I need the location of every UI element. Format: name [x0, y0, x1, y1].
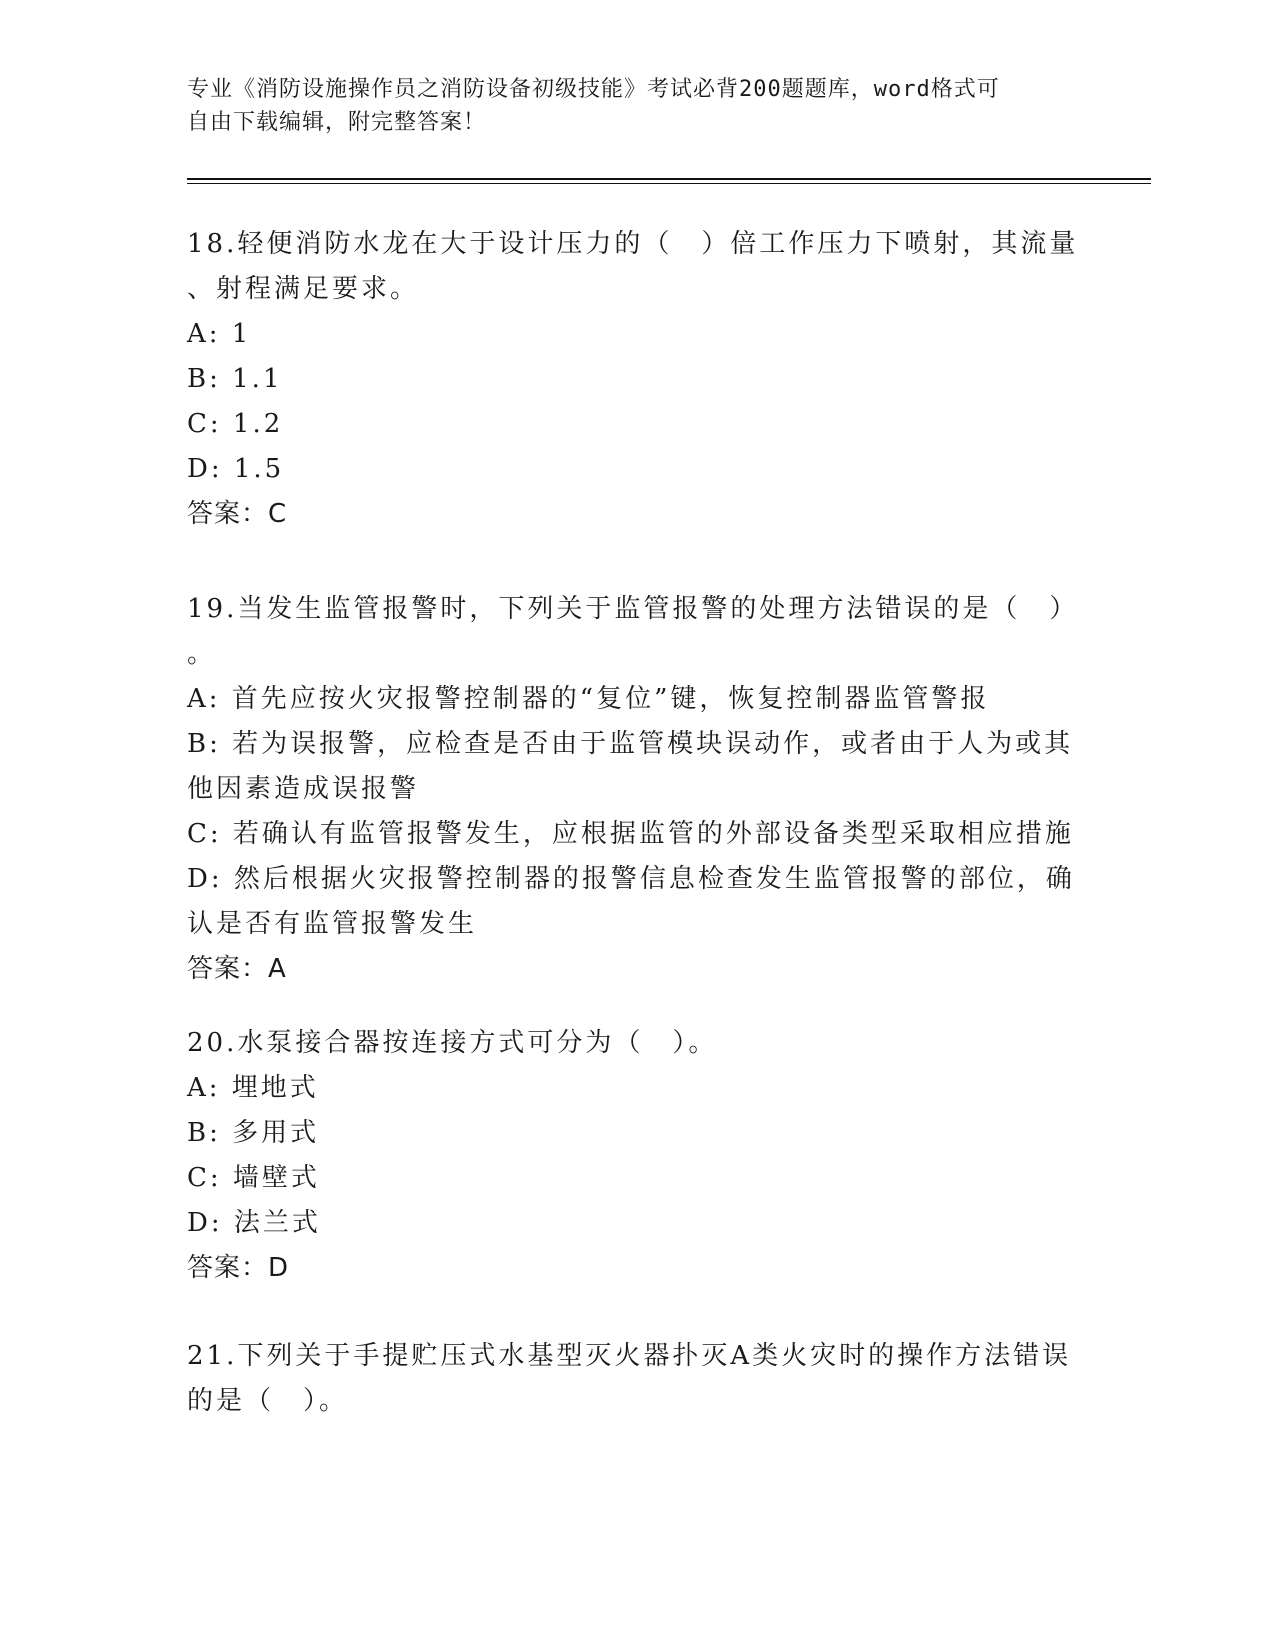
- stem-line: 19.当发生监管报警时，下列关于监管报警的处理方法错误的是（ ）: [187, 594, 1079, 624]
- stem-line: 21.下列关于手提贮压式水基型灭火器扑灭A类火灾时的操作方法错误: [187, 1341, 1072, 1371]
- stem-line: 。: [187, 639, 217, 669]
- answer: 答案：C: [187, 499, 288, 529]
- stem-line: 的是（ ）。: [187, 1386, 349, 1416]
- option-b: B: 多用式: [187, 1118, 320, 1148]
- option-line: B: 若为误报警，应检查是否由于监管模块误动作，或者由于人为或其: [187, 729, 1074, 759]
- question-stem: [187, 587, 1077, 677]
- option-line: 他因素造成误报警: [187, 774, 420, 804]
- answer: 答案：D: [187, 1253, 290, 1283]
- option-line: 认是否有监管报警发生: [187, 909, 478, 939]
- option-c: C: 1.2: [187, 409, 284, 439]
- option-a: A: 埋地式: [187, 1073, 319, 1103]
- header-rule-thick: [187, 178, 1151, 180]
- option-d: [187, 857, 1077, 947]
- stem-line: 、射程满足要求。: [187, 274, 420, 304]
- option-c: C: 墙壁式: [187, 1163, 320, 1193]
- header-line-1: 专业《消防设施操作员之消防设备初级技能》考试必背200题题库，word格式可: [187, 77, 1000, 102]
- document-header: [187, 73, 1067, 139]
- stem-line: 18.轻便消防水龙在大于设计压力的（ ）倍工作压力下喷射，其流量: [187, 229, 1079, 259]
- question-18: [187, 222, 1077, 537]
- question-stem: [187, 1334, 1077, 1424]
- question-stem: [187, 222, 1077, 312]
- option-b: B: 1.1: [187, 364, 283, 394]
- option-a: A: 首先应按火灾报警控制器的“复位”键，恢复控制器监管警报: [187, 684, 990, 714]
- header-line-2: 自由下载编辑，附完整答案！: [187, 110, 487, 135]
- question-stem: [187, 1021, 1077, 1066]
- option-d: D: 法兰式: [187, 1208, 321, 1238]
- option-d: D: 1.5: [187, 454, 285, 484]
- question-20: [187, 1021, 1077, 1291]
- option-b: [187, 722, 1077, 812]
- question-19: [187, 587, 1077, 992]
- option-c: C: 若确认有监管报警发生，应根据监管的外部设备类型采取相应措施: [187, 819, 1074, 849]
- option-a: A: 1: [187, 319, 252, 349]
- header-rule-thin: [187, 183, 1151, 184]
- stem-line: 20.水泵接合器按连接方式可分为（ ）。: [187, 1028, 718, 1058]
- question-21: [187, 1334, 1077, 1424]
- option-line: D: 然后根据火灾报警控制器的报警信息检查发生监管报警的部位，确: [187, 864, 1075, 894]
- answer: 答案：A: [187, 954, 287, 984]
